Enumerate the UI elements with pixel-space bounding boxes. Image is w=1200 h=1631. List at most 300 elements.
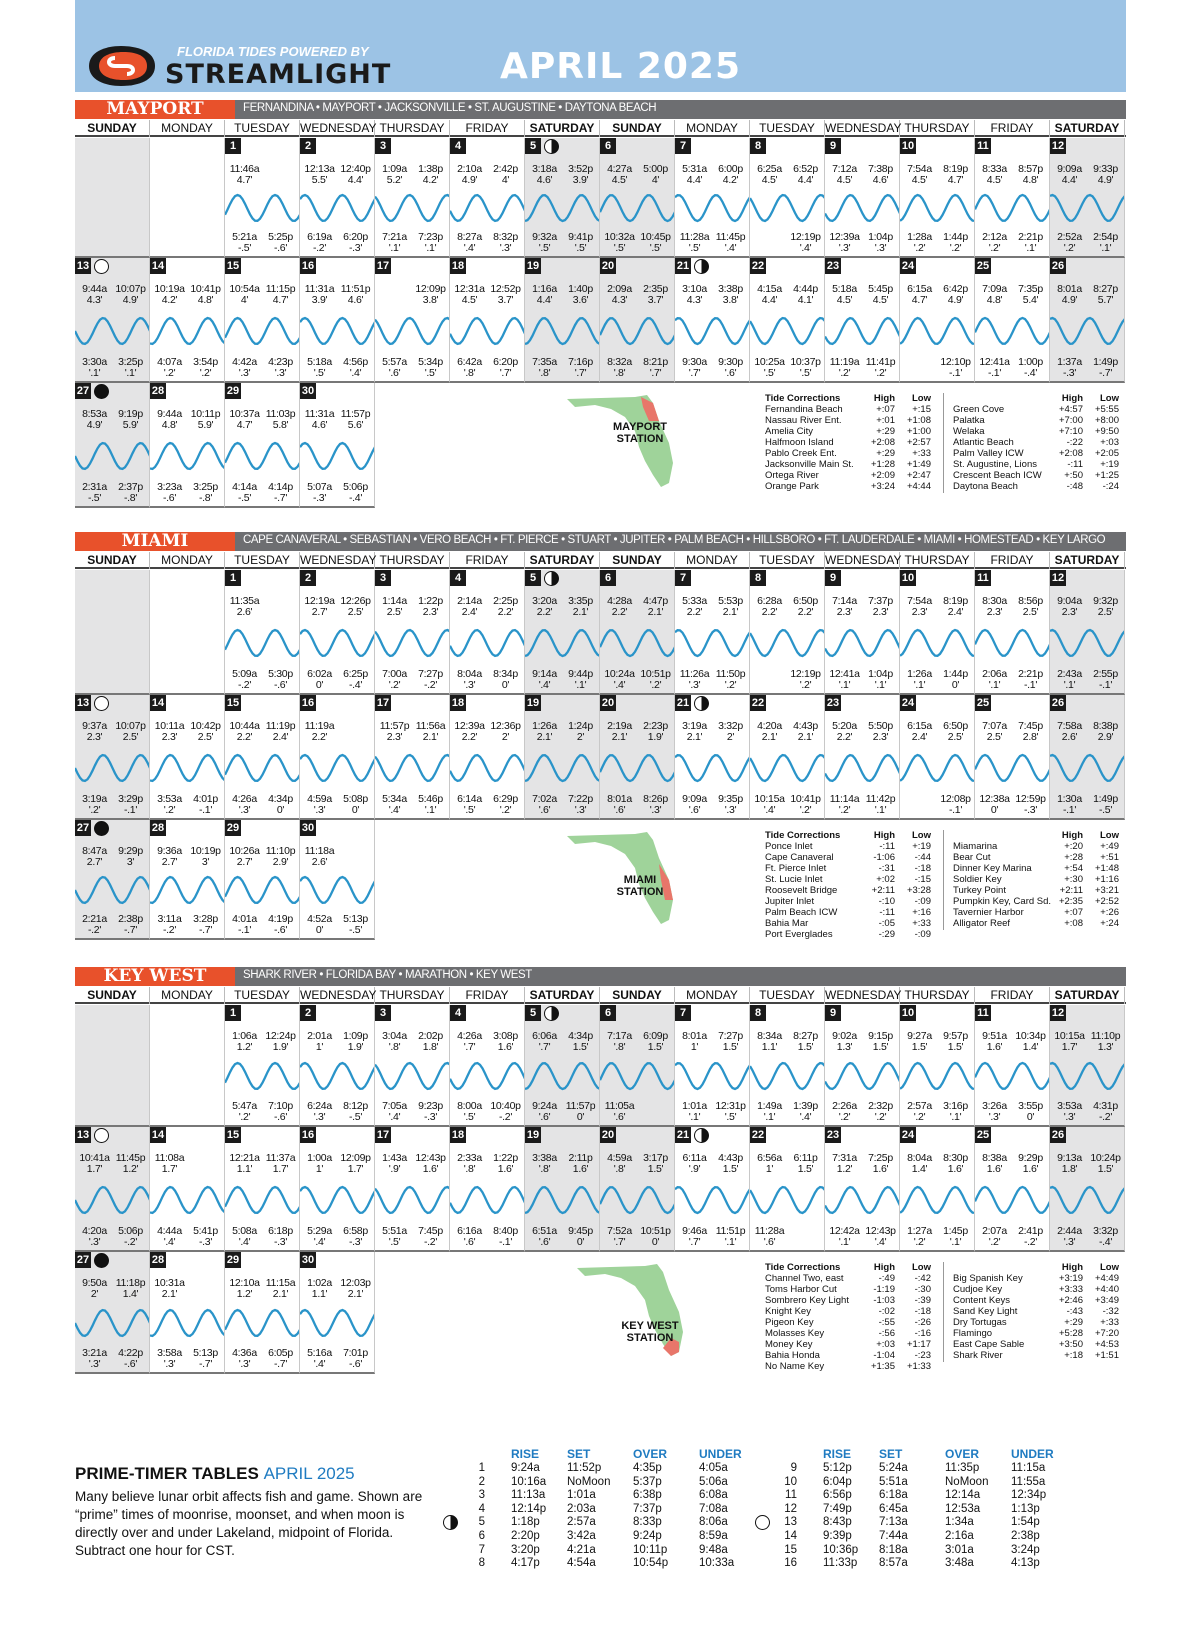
low-time-1: 10:15a <box>754 793 785 805</box>
low-times <box>975 1226 1050 1237</box>
high-time-2: 4:34p <box>568 1030 593 1042</box>
high-time-1: 5:18a <box>832 283 857 295</box>
low-time-1: 2:21a <box>82 913 107 925</box>
high-tides <box>75 846 150 868</box>
low-heights <box>150 1359 225 1370</box>
high-height-1: 1.1' <box>761 1041 778 1053</box>
high-time-1: 11:31a <box>304 408 335 420</box>
prime-over: 3:48a <box>945 1557 974 1570</box>
tide-wave-line <box>975 755 1050 781</box>
low-height-2: -.2' <box>1023 1236 1038 1248</box>
prime-over: 8:33p <box>633 1516 662 1529</box>
low-time-2: 2:37p <box>118 481 143 493</box>
day-number: 15 <box>226 1129 240 1141</box>
correction-row <box>765 1295 935 1306</box>
high-time-1: 8:53a <box>82 408 107 420</box>
high-times <box>525 1153 600 1164</box>
weekday-saturday: SATURDAY <box>525 987 600 1004</box>
brand-name: STREAMLIGHT <box>165 59 392 90</box>
low-times <box>300 1226 375 1237</box>
prime-over: 10:54p <box>633 1557 669 1570</box>
high-times <box>375 1153 450 1164</box>
correction-row <box>765 874 935 885</box>
low-time-1: 3:26a <box>982 1100 1007 1112</box>
prime-set: 5:24a <box>879 1462 908 1474</box>
low-tides <box>75 914 150 936</box>
correction-row <box>953 874 1123 885</box>
low-tides <box>225 232 300 254</box>
high-time-2: 12:40p <box>340 163 371 175</box>
tide-wave <box>825 1182 900 1218</box>
low-time-2: 5:13p <box>343 913 368 925</box>
day-number: 14 <box>151 1129 165 1141</box>
weekday-saturday: SATURDAY <box>1050 987 1125 1004</box>
high-tides <box>375 284 450 306</box>
low-tides <box>300 669 375 691</box>
day-number: 14 <box>151 697 165 709</box>
tide-wave-line <box>975 195 1050 221</box>
high-height-2: 4' <box>651 174 660 186</box>
low-time-2: 6:20p <box>343 231 368 243</box>
high-height-1: '.7' <box>463 1041 476 1053</box>
high-time-1: 10:54a <box>229 283 260 295</box>
tide-wave-line <box>600 755 675 781</box>
day-number: 15 <box>226 260 240 272</box>
day-cell <box>450 138 525 258</box>
high-tides <box>225 409 300 431</box>
low-height-2: '.1' <box>424 242 437 254</box>
high-height-1: 2.7' <box>86 856 103 868</box>
correction-high: -:22 <box>1066 437 1083 448</box>
high-height-2: 1.6' <box>422 1163 439 1175</box>
high-tides <box>150 1278 225 1300</box>
prime-header-over: OVER <box>945 1447 980 1461</box>
low-tides <box>825 1101 900 1123</box>
correction-location: St. Augustine, Lions <box>953 459 1037 470</box>
low-time-2: 2:32p <box>868 1100 893 1112</box>
low-tides <box>375 1101 450 1123</box>
high-times <box>75 1278 150 1289</box>
high-time-2: 2:25p <box>493 595 518 607</box>
high-time-2: 3:32p <box>718 720 743 732</box>
day-number: 12 <box>1051 140 1065 152</box>
low-time-1: 9:32a <box>532 231 557 243</box>
day-cell <box>225 695 300 820</box>
low-heights <box>225 243 300 254</box>
day-cell <box>375 258 450 383</box>
low-tides <box>225 1101 300 1123</box>
correction-location: Crescent Beach ICW <box>953 470 1042 481</box>
high-time-2: 2:23p <box>643 720 668 732</box>
low-time-2: 6:18p <box>268 1225 293 1237</box>
day-number: 4 <box>450 138 466 154</box>
correction-high: +2:09 <box>870 470 895 481</box>
high-height-2: 4.6' <box>347 294 364 306</box>
day-cell <box>825 570 900 695</box>
low-height-1: '.5' <box>463 1111 476 1123</box>
high-time-2: 1:22p <box>418 595 443 607</box>
low-tides <box>975 1226 1050 1248</box>
high-time-2: 2:42p <box>493 163 518 175</box>
high-tides <box>1050 1153 1125 1175</box>
correction-location: Palm Beach ICW <box>765 907 838 918</box>
low-times <box>300 914 375 925</box>
day-cell <box>225 138 300 258</box>
low-height-2: -.6' <box>273 1111 288 1123</box>
correction-row <box>765 1317 935 1328</box>
high-tides <box>600 164 675 186</box>
day-cell <box>450 258 525 383</box>
low-time-2: 2:21p <box>1018 668 1043 680</box>
tide-wave-line <box>300 195 375 221</box>
tide-wave <box>1050 625 1125 661</box>
high-height-2: 2.1' <box>722 606 739 618</box>
high-height-2: 1.8' <box>422 1041 439 1053</box>
tide-wave-line <box>150 755 225 781</box>
day-cell <box>525 1127 600 1252</box>
tide-wave <box>375 625 450 661</box>
high-time-1: 6:15a <box>907 720 932 732</box>
high-heights <box>300 857 375 868</box>
prime-set: 6:18a <box>879 1489 908 1502</box>
low-height-2: '.3' <box>649 804 662 816</box>
section-bar <box>75 967 1126 986</box>
weekday-sunday: SUNDAY <box>75 552 150 569</box>
low-heights <box>450 1237 525 1248</box>
high-height-2: 5.6' <box>347 419 364 431</box>
high-heights <box>150 420 225 431</box>
tide-wave-line <box>300 1187 375 1213</box>
high-tides <box>900 596 975 618</box>
low-heights <box>750 1112 825 1123</box>
high-tides <box>525 284 600 306</box>
tide-wave-line <box>225 1063 300 1089</box>
high-heights <box>300 607 375 618</box>
low-time-1: 6:51a <box>532 1225 557 1237</box>
low-time-2: 12:08p <box>940 793 971 805</box>
prime-day: 9 <box>790 1462 797 1474</box>
high-height-1: 1.7' <box>161 1163 178 1175</box>
day-cell <box>225 570 300 695</box>
correction-low: +4:49 <box>1094 1273 1119 1284</box>
high-time-2: 12:03p <box>340 1277 371 1289</box>
low-height-2: -.3' <box>348 242 363 254</box>
prime-rise: 11:13a <box>511 1489 546 1502</box>
high-time-1: 8:47a <box>82 845 107 857</box>
high-height-1: 4.5' <box>461 294 478 306</box>
prime-over: 9:24p <box>633 1530 662 1542</box>
day-number: 18 <box>451 1129 465 1141</box>
high-time-1: 11:35a <box>229 595 260 607</box>
low-times <box>300 669 375 680</box>
high-height-1: 2.3' <box>836 606 853 618</box>
low-heights <box>225 1237 300 1248</box>
prime-under: 8:59a <box>699 1530 728 1542</box>
low-time-1: 5:21a <box>232 231 257 243</box>
high-tides <box>450 1031 525 1053</box>
high-time-1: 5:20a <box>832 720 857 732</box>
low-time-1: 6:14a <box>457 793 482 805</box>
high-tides <box>75 721 150 743</box>
low-height-1: '.6' <box>388 367 401 379</box>
correction-low: +7:20 <box>1094 1328 1119 1339</box>
low-tides <box>525 1101 600 1123</box>
low-times <box>825 794 900 805</box>
low-heights <box>75 805 150 816</box>
low-times <box>375 669 450 680</box>
low-time-1: 2:12a <box>982 231 1007 243</box>
high-tides <box>750 596 825 618</box>
tide-wave-line <box>300 755 375 781</box>
prime-header-set: SET <box>879 1447 903 1461</box>
low-heights <box>300 1237 375 1248</box>
correction-row <box>765 470 935 481</box>
high-height-2: 2.5' <box>947 731 964 743</box>
correction-high: +:08 <box>1064 918 1083 929</box>
high-time-2: 7:35p <box>1018 283 1043 295</box>
low-time-1: 4:59a <box>307 793 332 805</box>
day-cell <box>375 138 450 258</box>
low-times <box>900 1226 975 1237</box>
low-time-1: 9:14a <box>532 668 557 680</box>
low-height-1: '.2' <box>913 1236 926 1248</box>
high-tides <box>675 164 750 186</box>
tide-wave-line <box>150 443 225 469</box>
low-tides <box>975 357 1050 379</box>
low-times <box>150 1348 225 1359</box>
high-heights <box>1050 607 1125 618</box>
low-time-2: 1:04p <box>868 668 893 680</box>
low-time-2: 11:51p <box>715 1225 746 1237</box>
correction-location: Channel Two, east <box>765 1273 844 1284</box>
high-height-1: '.8' <box>613 1163 626 1175</box>
low-tides <box>675 1101 750 1123</box>
high-time-2: 11:56a <box>415 720 446 732</box>
day-cell <box>225 820 300 940</box>
low-tides <box>150 1348 225 1370</box>
correction-low: -:24 <box>1102 481 1119 492</box>
correction-row <box>953 841 1123 852</box>
tide-wave-line <box>225 318 300 344</box>
prime-under: 9:48a <box>699 1543 728 1556</box>
corrections-header <box>765 393 935 404</box>
tide-wave-line <box>225 195 300 221</box>
prime-over: 12:53a <box>945 1502 981 1515</box>
low-time-2: 4:31p <box>1093 1100 1118 1112</box>
correction-low: -:32 <box>1102 1306 1119 1317</box>
low-time-2: 3:25p <box>193 481 218 493</box>
day-number: 11 <box>975 138 991 154</box>
low-heights <box>750 368 825 379</box>
prime-under: 5:06a <box>699 1475 728 1488</box>
weekday-tuesday: TUESDAY <box>750 987 825 1004</box>
high-heights <box>375 732 450 743</box>
day-cell <box>225 1252 300 1374</box>
corrections-high-label: High <box>873 830 895 841</box>
tide-wave <box>225 1182 300 1218</box>
high-tides <box>525 721 600 743</box>
high-time-2: 6:11p <box>793 1152 818 1164</box>
correction-row <box>953 1339 1123 1350</box>
corrections-divider <box>943 393 944 493</box>
high-tides <box>750 284 825 306</box>
day-number: 18 <box>451 697 465 709</box>
low-heights <box>900 368 975 379</box>
low-time-1: 10:32a <box>604 231 635 243</box>
high-height-1: 4.7' <box>236 419 253 431</box>
low-height-1: '.3' <box>463 679 476 691</box>
low-time-2: 6:58p <box>343 1225 368 1237</box>
low-height-1: '.3' <box>988 1111 1001 1123</box>
correction-high: -:31 <box>878 863 895 874</box>
tide-wave <box>525 1058 600 1094</box>
high-time-2: 5:00p <box>643 163 668 175</box>
high-tides <box>600 596 675 618</box>
high-height-1: 2' <box>90 1288 99 1300</box>
high-heights <box>300 732 375 743</box>
tide-wave-line <box>375 1063 450 1089</box>
correction-row <box>953 852 1123 863</box>
low-heights <box>75 1237 150 1248</box>
low-height-1: -.1' <box>987 367 1002 379</box>
low-time-1: 5:08a <box>232 1225 257 1237</box>
day-number: 26 <box>1051 697 1065 709</box>
day-number: 7 <box>675 138 691 154</box>
high-time-2: 9:29p <box>1018 1152 1043 1164</box>
low-height-1: '.7' <box>688 1236 701 1248</box>
tide-wave-line <box>375 755 450 781</box>
day-number: 6 <box>600 570 616 586</box>
correction-low: +4:40 <box>1094 1284 1119 1295</box>
day-number: 14 <box>151 260 165 272</box>
correction-low: +:26 <box>1100 907 1119 918</box>
day-cell <box>825 1005 900 1127</box>
tide-wave-line <box>900 1063 975 1089</box>
high-time-1: 7:14a <box>832 595 857 607</box>
prime-under: 11:55a <box>1011 1475 1046 1488</box>
high-tides <box>600 721 675 743</box>
low-height-1: '.8' <box>463 367 476 379</box>
correction-low: +2:57 <box>906 437 931 448</box>
day-number: 22 <box>751 1129 765 1141</box>
correction-high: +:28 <box>1064 852 1083 863</box>
prime-rise: 6:56p <box>823 1489 852 1502</box>
low-height-2: '.2' <box>799 804 812 816</box>
high-height-2: 2.9' <box>1097 731 1114 743</box>
high-height-2: 2.1' <box>347 1288 364 1300</box>
high-tides <box>975 1031 1050 1053</box>
low-tides <box>150 794 225 816</box>
low-time-2: 12:10p <box>940 356 971 368</box>
low-time-2: 7:23p <box>418 231 443 243</box>
low-times <box>1050 1226 1125 1237</box>
low-height-1: '.6' <box>613 804 626 816</box>
high-tides <box>900 1031 975 1053</box>
high-time-2: 11:45p <box>115 1152 146 1164</box>
prime-under: 1:13p <box>1011 1502 1040 1515</box>
day-number: 9 <box>825 1005 841 1021</box>
low-heights <box>300 925 375 936</box>
low-time-1: 12:39a <box>829 231 860 243</box>
low-time-2: 8:34p <box>493 668 518 680</box>
high-time-2: 2:11p <box>568 1152 593 1164</box>
low-tides <box>300 357 375 379</box>
low-heights <box>600 368 675 379</box>
high-tides <box>300 596 375 618</box>
tide-wave-line <box>825 630 900 656</box>
low-height-1: '.5' <box>388 1236 401 1248</box>
low-times <box>300 482 375 493</box>
high-height-1: '.9' <box>388 1163 401 1175</box>
high-tides <box>300 1153 375 1175</box>
high-heights <box>300 295 375 306</box>
high-time-1: 7:58a <box>1057 720 1082 732</box>
low-time-2: 4:56p <box>343 356 368 368</box>
high-heights <box>900 295 975 306</box>
low-height-1: '.1' <box>988 679 1001 691</box>
day-number: 26 <box>1051 1129 1065 1141</box>
new-moon-icon <box>94 821 109 836</box>
low-tides <box>300 1101 375 1123</box>
high-time-2: 12:26p <box>340 595 371 607</box>
day-number: 16 <box>301 1129 315 1141</box>
low-time-1: 4:20a <box>82 1225 107 1237</box>
high-height-2: 1.5' <box>647 1041 664 1053</box>
high-height-2: 4.1' <box>797 294 814 306</box>
correction-row <box>953 404 1123 415</box>
high-height-1: 4.3' <box>611 294 628 306</box>
tide-wave <box>300 1305 375 1341</box>
low-height-2: -.4' <box>348 492 363 504</box>
high-heights <box>150 1164 225 1175</box>
day-number: 8 <box>750 1005 766 1021</box>
low-time-1: 6:19a <box>307 231 332 243</box>
low-time-2: 8:12p <box>343 1100 368 1112</box>
high-height-2: 4.7' <box>272 294 289 306</box>
day-cell <box>1050 570 1125 695</box>
tide-wave <box>675 750 750 786</box>
prime-set: 4:21a <box>567 1543 596 1556</box>
low-time-2: 11:45p <box>715 231 746 243</box>
low-time-1: 5:47a <box>232 1100 257 1112</box>
high-tides <box>750 164 825 186</box>
tide-wave-line <box>300 1310 375 1336</box>
low-heights <box>900 1237 975 1248</box>
high-heights <box>375 1042 450 1053</box>
high-time-2: 7:25p <box>868 1152 893 1164</box>
correction-location: Knight Key <box>765 1306 811 1317</box>
day-number: 23 <box>826 1129 840 1141</box>
tide-wave-line <box>1050 755 1125 781</box>
prime-timer-tables <box>75 1448 1126 1628</box>
high-time-2: 11:10p <box>265 845 296 857</box>
low-time-2: 3:54p <box>193 356 218 368</box>
low-tides <box>525 1226 600 1248</box>
high-time-2: 11:10p <box>1090 1030 1121 1042</box>
low-times <box>825 669 900 680</box>
high-time-2: 4:47p <box>643 595 668 607</box>
high-time-1: 4:27a <box>607 163 632 175</box>
correction-low: +5:55 <box>1094 404 1119 415</box>
tide-wave <box>900 1058 975 1094</box>
high-height-2: 1.6' <box>1022 1163 1039 1175</box>
tide-wave-line <box>675 1063 750 1089</box>
high-time-1: 11:31a <box>304 283 335 295</box>
low-tides <box>375 357 450 379</box>
low-height-1: '.1' <box>838 1236 851 1248</box>
low-time-1: 5:57a <box>382 356 407 368</box>
correction-row <box>765 863 935 874</box>
